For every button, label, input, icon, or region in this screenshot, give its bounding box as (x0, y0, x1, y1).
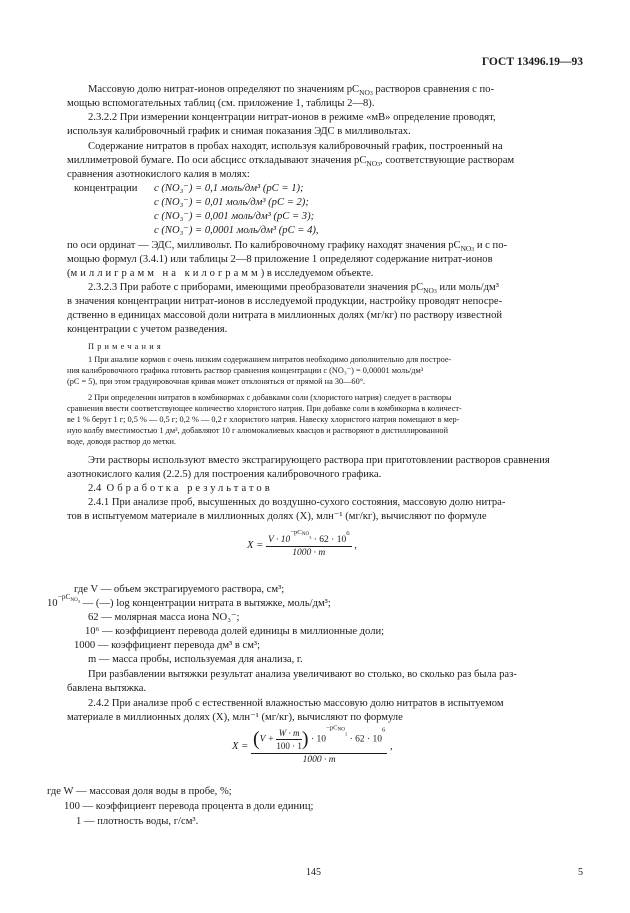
p4-sub: NO (460, 244, 472, 254)
conc-row-2: c (NO₃⁻) = 0,01 моль/дм³ (pC = 2); (154, 197, 309, 208)
note1-line2: ния калибровочного графика готовить раствор сравнения концентрации c (NO₃⁻) = 0,00001 моль/дм³ (67, 366, 424, 375)
section-heading (88, 482, 273, 495)
conc-row-4: c (NO₃⁻) = 0,0001 моль/дм³ (pC = 4), (154, 225, 319, 236)
formula-1 (247, 529, 357, 558)
p4-line3 (67, 267, 373, 280)
where2-row0: где W — массовая доля воды в пробе, %; (47, 786, 232, 797)
formula2-fraction (251, 724, 387, 765)
where2-row1: 100 — коэффициент перевода процента в доли единиц; (64, 801, 314, 812)
formula2-numerator: (V + $\frac{W \cdot m}{100 \cdot 1}$ ) · $10^{-pCNO3} \cdot 62 \cdot 10^6$ (251, 728, 387, 754)
where1-row5: m — масса пробы, используемая для анализа, г. (88, 654, 303, 665)
where1-row4: 1000 — коэффициент перевода дм³ в см³; (74, 640, 261, 651)
p4-line1-a: по оси ординат — ЭДС, милливольт. По калибровочному графику находят значения pC (67, 240, 461, 251)
note2-line2: сравнения ввести соответствующее количество хлористого натрия. При добавке соли в комбикорма в количест- (67, 404, 462, 413)
p9-line2: материале в миллионных долях (X), млн⁻¹ (мг/кг), вычисляют по формуле (67, 712, 403, 723)
p4-line2: мощью формул (3.4.1) или таблицы 2—8 приложение 1 определяют содержание нитрат-ионов (67, 254, 493, 265)
note1-line3: (pC = 5), при этом градуировочная кривая может отклоняться от прямой на 30—60°. (67, 377, 366, 386)
where1-row3: 10⁶ — коэффициент перевода долей единицы в миллионные доли; (85, 626, 385, 637)
formula2-inner-fraction: $\frac{W \cdot m}{100 \cdot 1}$ (276, 728, 302, 751)
p4-line3-spaced: миллиграмм на килограмм (70, 268, 261, 279)
p1-text-a: Массовую долю нитрат-ионов определяют по значениям pC (88, 84, 360, 95)
p1-text-b: растворов сравнения с по- (372, 84, 494, 95)
note2-line3: ве 1 % берут 1 г; 0,5 % — 0,5 г; 0,2 % — 0,2 г хлористого натрия. Навеску хлористого натрия помещают в мер- (67, 415, 460, 424)
p3-line2-b: , соответствующие растворам (380, 155, 515, 166)
p4-line3-a: ( (67, 268, 71, 279)
note2-line4: ную колбу вместимостью 1 дм³, добавляют 10 г алюмокалиевых квасцов и растворяют в дистиллированной (67, 426, 449, 435)
p1-line2: мощью вспомогательных таблиц (см. приложение 1, таблицы 2—8). (67, 98, 375, 109)
p4-line1-b: и с по- (474, 240, 508, 251)
formula-2 (232, 724, 393, 765)
note1-line1: 1 При анализе кормов с очень низким содержанием нитратов необходимо дополнительно для построе- (88, 355, 452, 364)
formula1-numerator: $V \cdot 10^{-pCNO3} \cdot 62 \cdot 10^6$ (267, 529, 350, 545)
p5-line4: концентрации с учетом разведения. (67, 324, 228, 335)
p5-line2: в значения концентрации нитрат-ионов в исследуемой продукции, настройку проводят непосре- (67, 296, 503, 307)
p5-sub2: 3 (433, 289, 437, 296)
p3-line2 (67, 154, 514, 167)
conc-row-1: c (NO₃⁻) = 0,1 моль/дм³ (pC = 1); (154, 183, 304, 194)
p6-line2: азотнокислого калия (2.2.5) для построения калибровочного графика. (67, 469, 382, 480)
where1-row1-a: 10 (47, 598, 58, 609)
where1-row2: 62 — молярная масса иона NO₃⁻; (88, 612, 240, 623)
sheet-number: 5 (578, 867, 583, 878)
p3-line1: Содержание нитратов в пробах находят, используя калибровочный график, построенный на (88, 141, 503, 152)
p2-line1: 2.3.2.2 При измерении концентрации нитрат-ионов в режиме «мВ» определение проводят, (88, 112, 496, 123)
where2-row2: 1 — плотность воды, г/см³. (76, 816, 199, 827)
where1-row0: где V — объем экстрагируемого раствора, см³; (74, 584, 285, 595)
p3-line3: сравнения азотнокислого калия в молях: (67, 169, 250, 180)
formula1-denominator: 1000 · m (292, 548, 326, 558)
p2-line2: используя калибровочный график и снимая показания ЭДС в милливольтах. (67, 126, 411, 137)
p3-sub2: 3 (377, 162, 381, 169)
p5-sub: NO (423, 286, 434, 296)
p7-line1: 2.4.1 При анализе проб, высушенных до воздушно-сухого состояния, массовую долю нитра- (88, 497, 506, 508)
p5-line1-a: 2.3.2.3 При работе с приборами, имеющими преобразователи значения pC (88, 282, 424, 293)
conc-row-3: c (NO₃⁻) = 0,001 моль/дм³ (pC = 3); (154, 211, 315, 222)
formula2-tail: , (390, 741, 393, 752)
p1-sub2: 3 (369, 91, 373, 98)
p8-line2: бавлена вытяжка. (67, 683, 147, 694)
p4-sub2: 3 (471, 247, 475, 254)
p1-sub: NO (359, 88, 370, 98)
where1-row1-b: — (—) log концентрации нитрата в вытяжке, моль/дм³; (80, 598, 331, 609)
where1-row1-exp: −pCNO3 (57, 592, 80, 605)
formula1-fraction (266, 529, 352, 558)
formula1-tail: , (354, 540, 357, 551)
note2-line5: воде, доводя раствор до метки. (67, 437, 176, 446)
section-title: Обработка результатов (106, 483, 273, 494)
section-number: 2.4 (88, 483, 102, 494)
where1-row1 (47, 592, 331, 610)
conc-label: концентрации (74, 183, 138, 194)
p3-line2-a: миллиметровой бумаге. По оси абсцисс откладывают значения pC (67, 155, 367, 166)
p9-line1: 2.4.2 При анализе проб с естественной влажностью массовую долю нитратов в испытуемом (88, 698, 504, 709)
note2-line1: 2 При определении нитратов в комбикормах с добавками соли (хлористого натрия) следует в растворы (88, 393, 452, 402)
p7-line2: тов в испытуемом материале в миллионных долях (X), млн⁻¹ (мг/кг), вычисляют по формуле (67, 511, 487, 522)
p5-line1 (88, 281, 499, 294)
p8-line1: При разбавлении вытяжки результат анализа увеличивают во столько, во сколько раз была раз- (88, 669, 517, 680)
formula1-lhs: X = (247, 540, 264, 551)
formula2-denominator: 1000 · m (302, 755, 336, 765)
formula2-lhs: X = (232, 741, 249, 752)
p4-line1 (67, 239, 507, 252)
p5-line3: дственно в единицах массовой доли нитрата в миллионных долях (мг/кг) по раствору известной (67, 310, 503, 321)
p4-line3-c: ) в исследуемом объекте. (260, 268, 374, 279)
page-number: 145 (306, 867, 321, 878)
notes-title: Примечания (88, 342, 164, 351)
p3-sub: NO (366, 159, 378, 169)
standard-number-header: ГОСТ 13496.19—93 (481, 56, 583, 68)
p6-line1: Эти растворы используют вместо экстрагирующего раствора при приготовлении растворов сравнения (88, 455, 550, 466)
p5-line1-b: или моль/дм³ (436, 282, 499, 293)
paragraph-nitrate-mass-fraction (88, 83, 494, 96)
